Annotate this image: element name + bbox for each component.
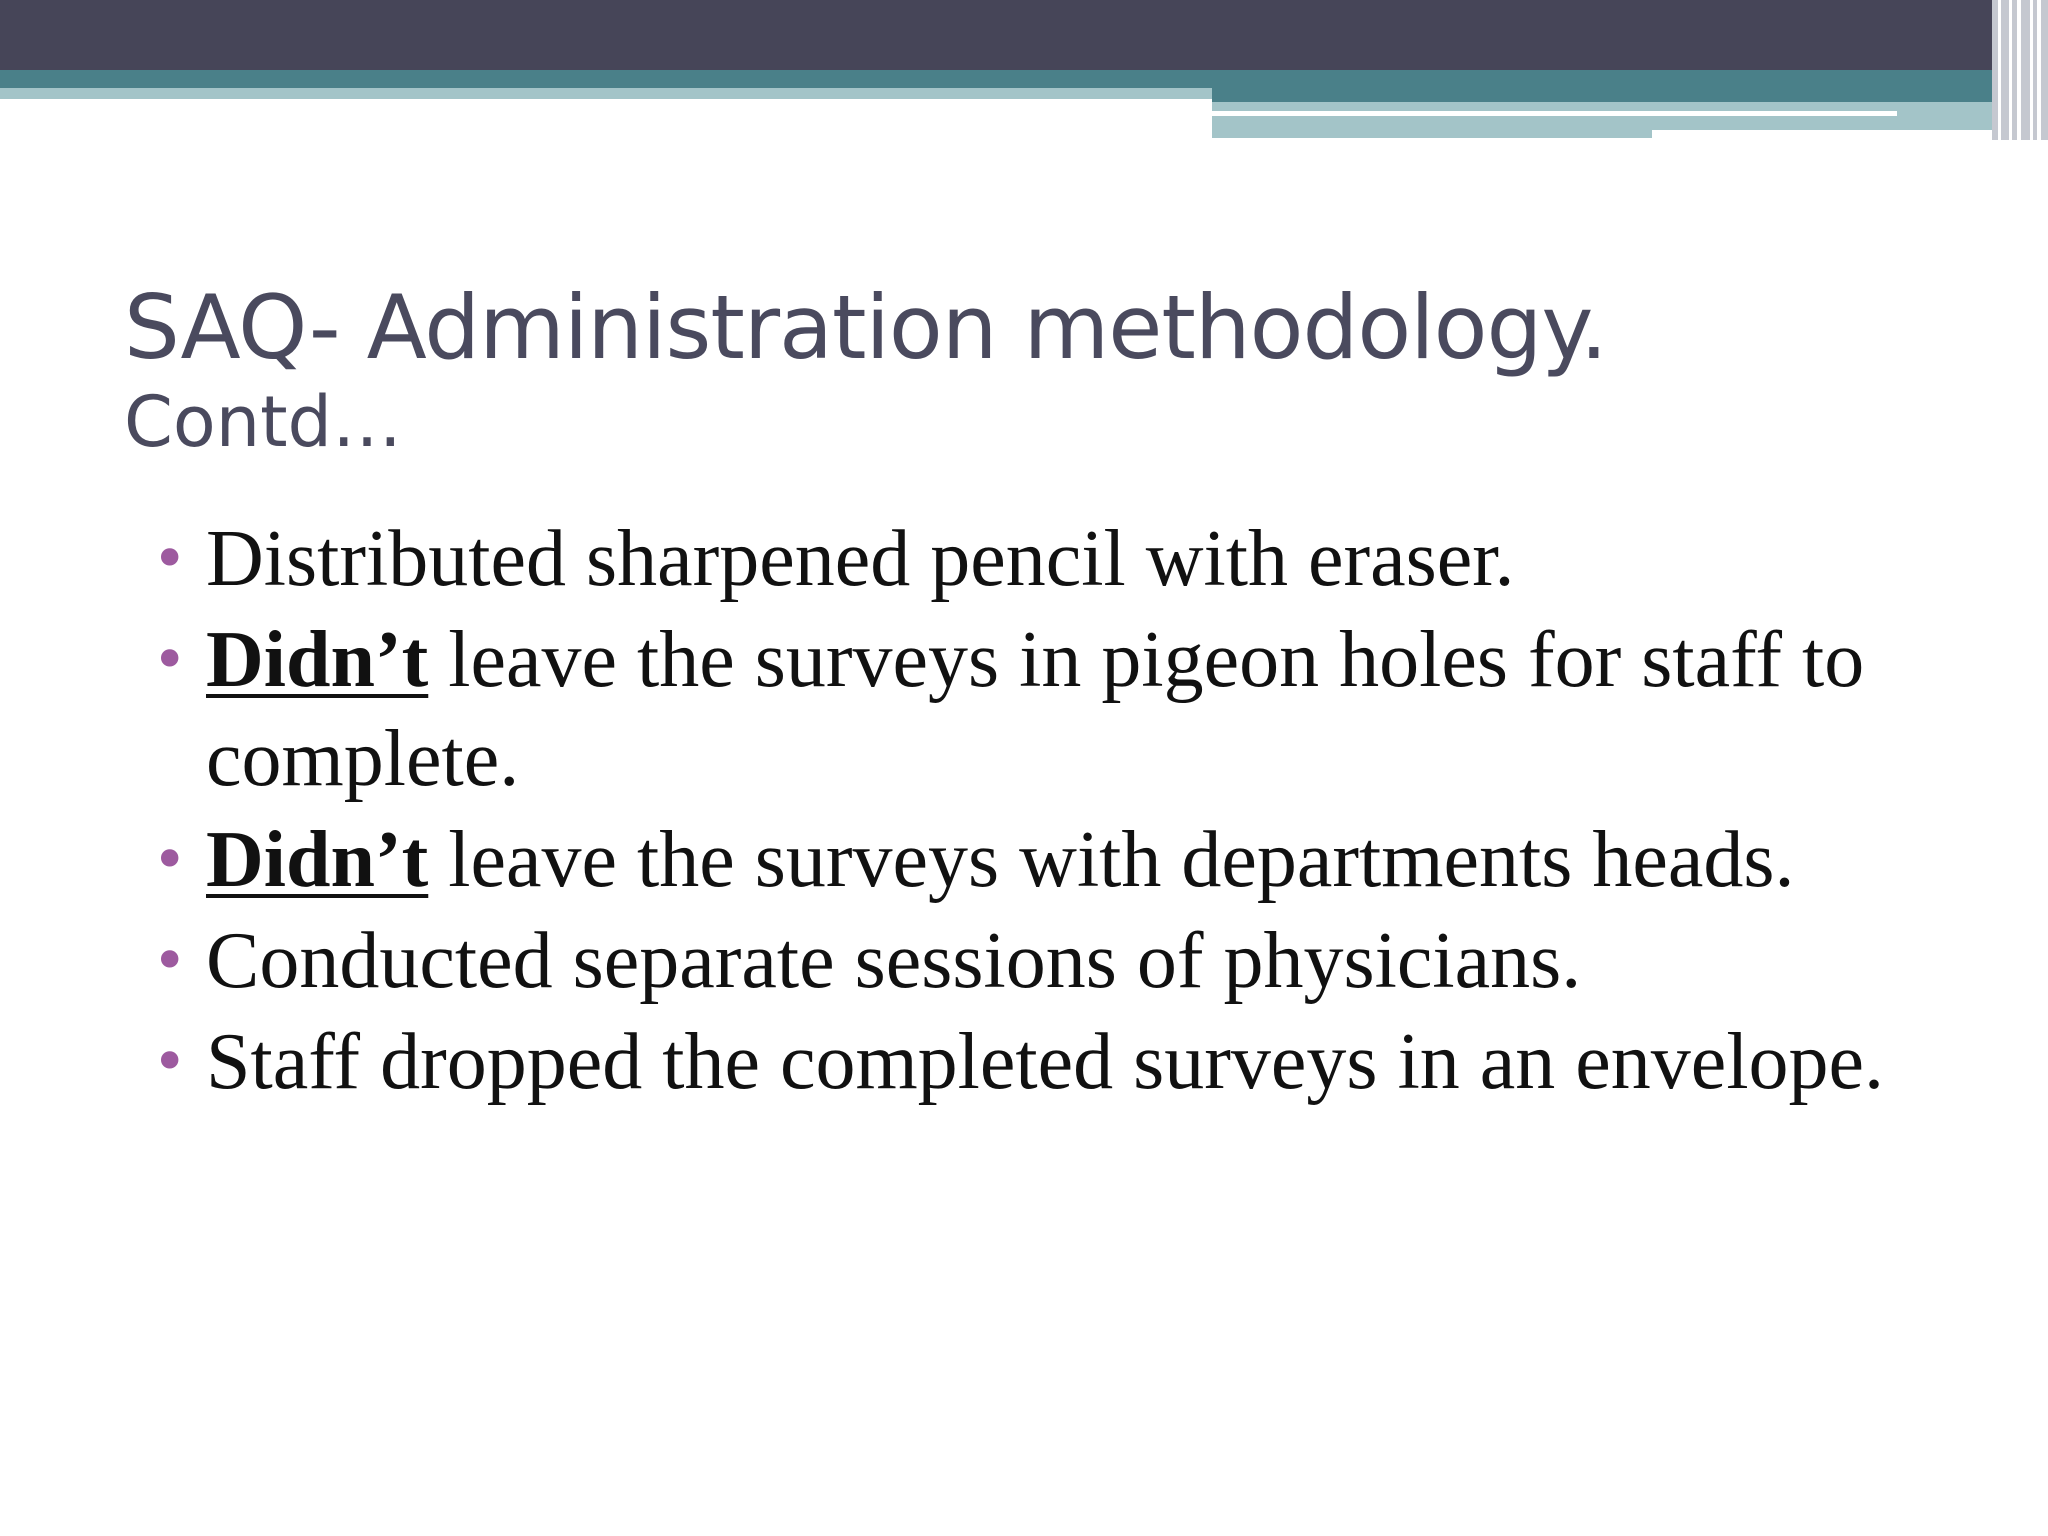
bullet-dot-icon: •: [152, 825, 188, 895]
bullet-emphasis: Didn’t: [206, 816, 429, 904]
list-item: [148, 811, 1968, 910]
bullet-dot-icon: •: [152, 625, 188, 695]
bullet-text: Distributed sharpened pencil with eraser.: [206, 515, 1515, 603]
list-item: [148, 1013, 1968, 1112]
bullet-text: leave the surveys in pigeon holes for staff to complete.: [206, 616, 1865, 803]
header-bar-dark: [0, 0, 2048, 70]
list-item: [148, 611, 1968, 809]
bullet-dot-icon: •: [152, 524, 188, 594]
header-line-1: [1212, 111, 1897, 116]
subtitle-text: Contd…: [124, 381, 402, 463]
header-stripes: [1988, 0, 2048, 140]
header-bar-teal-right: [1212, 88, 2048, 102]
header-bar-teal: [0, 70, 2048, 88]
list-item: [148, 912, 1968, 1011]
bullet-emphasis: Didn’t: [206, 616, 429, 704]
bullet-text: Staff dropped the completed surveys in an envelope.: [206, 1018, 1885, 1106]
list-item: [148, 510, 1968, 609]
title-text: SAQ- Administration methodology.: [124, 276, 1607, 379]
bullet-dot-icon: •: [152, 1027, 188, 1097]
header-bar-light-left: [0, 88, 1212, 99]
bullet-dot-icon: •: [152, 926, 188, 996]
bullet-text: Conducted separate sessions of physicians.: [206, 917, 1582, 1005]
bullet-list: [148, 510, 1968, 1114]
slide-title: [124, 278, 1924, 468]
bullet-text: leave the surveys with departments heads.: [428, 816, 1795, 904]
